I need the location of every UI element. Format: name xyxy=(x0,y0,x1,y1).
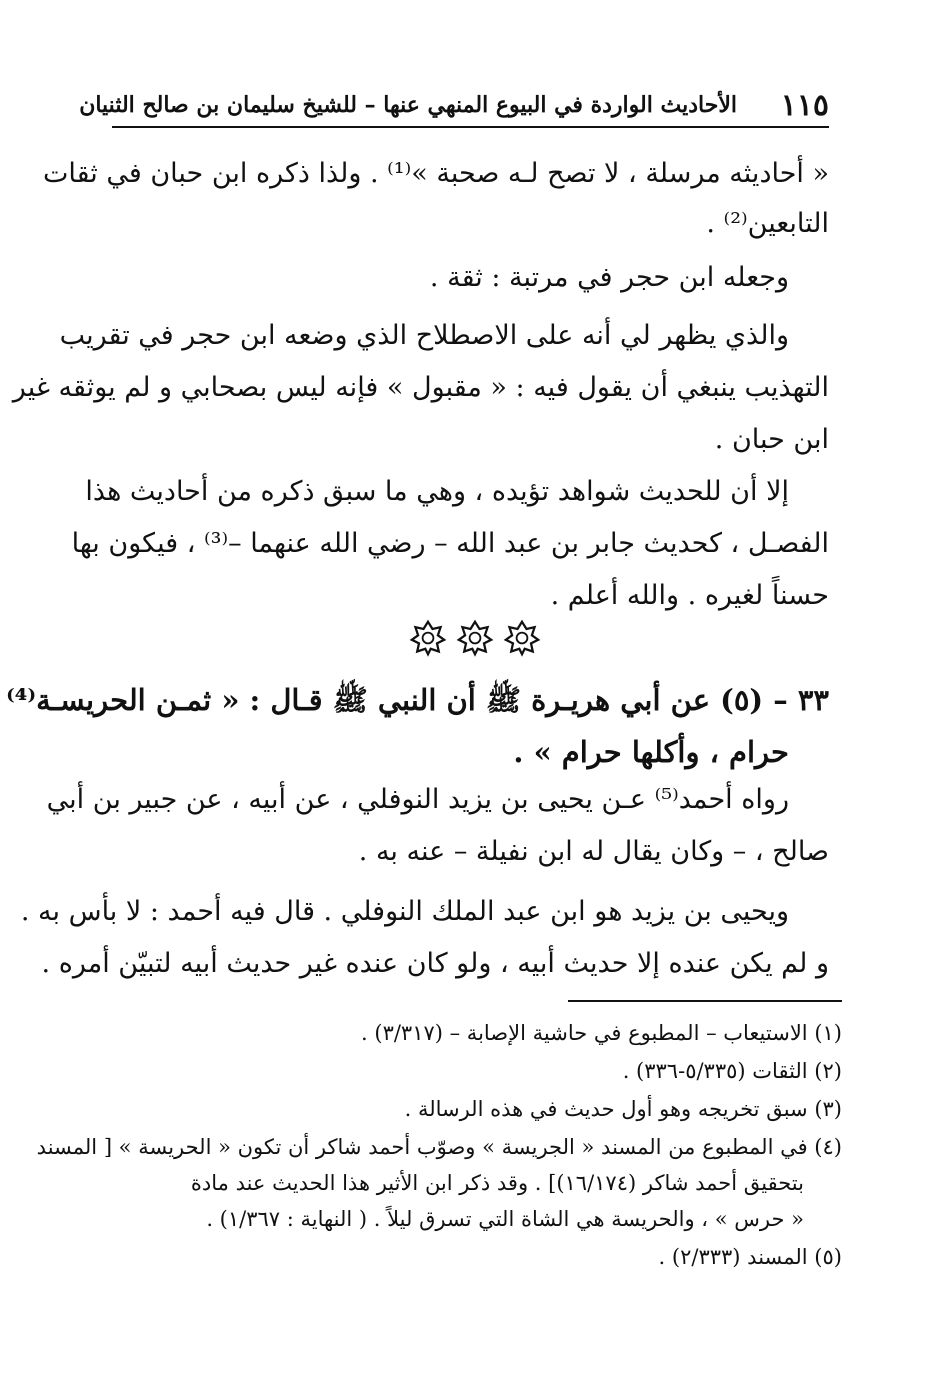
footnote-continuation: بتحقيق أحمد شاكر (١٦/١٧٤)] . وقد ذكر ابن الأثير هذا الحديث عند مادة xyxy=(190,1171,804,1195)
text-line: « أحاديثه مرسلة ، لا تصح لـه صحبة »⁽¹⁾ . ولذا ذكره ابن حبان في ثقات xyxy=(42,158,829,189)
text-line: ابن حبان . xyxy=(714,424,829,455)
star-ornament-icon xyxy=(457,620,493,656)
footnote-separator xyxy=(568,1000,842,1002)
text-line: حسناً لغيره . والله أعلم . xyxy=(550,580,829,611)
text-line: والذي يظهر لي أنه على الاصطلاح الذي وضعه ابن حجر في تقريب xyxy=(59,320,789,351)
text-line: صالح ، – وكان يقال له ابن نفيلة – عنه به . xyxy=(358,836,829,867)
heading-line: حرام ، وأكلها حرام » . xyxy=(513,735,789,769)
page-header xyxy=(79,86,829,128)
heading-line: ٣٣ – (٥) عن أبي هريـرة ﷺ أن النبي ﷺ قـال : « ثمـن الحريسـة⁽⁴⁾ xyxy=(6,683,829,717)
running-title: الأحاديث الواردة في البيوع المنهي عنها – للشيخ سليمان بن صالح الثنيان xyxy=(79,92,737,118)
star-ornament-icon xyxy=(410,620,446,656)
text-line: إلا أن للحديث شواهد تؤيده ، وهي ما سبق ذكره من أحاديث هذا xyxy=(85,476,789,507)
footnote-continuation: « حرس » ، والحريسة هي الشاة التي تسرق ليلاً . ( النهاية : ١/٣٦٧) . xyxy=(206,1207,804,1231)
footnote: (١) الاستيعاب – المطبوع في حاشية الإصابة – (٣/٣١٧) . xyxy=(361,1021,842,1045)
text-line: و لم يكن عنده إلا حديث أبيه ، ولو كان عنده غير حديث أبيه لتبيّن أمره . xyxy=(41,948,829,979)
star-ornament-icon xyxy=(504,620,540,656)
footnote: (٣) سبق تخريجه وهو أول حديث في هذه الرسالة . xyxy=(404,1097,842,1121)
text-line: التابعين⁽²⁾ . xyxy=(706,208,829,239)
text-line: التهذيب ينبغي أن يقول فيه : « مقبول » فإنه ليس بصحابي و لم يوثقه غير xyxy=(12,372,829,403)
text-line: الفصـل ، كحديث جابر بن عبد الله – رضي الله عنهما –⁽³⁾ ، فيكون بها xyxy=(71,528,829,559)
text-line: وجعله ابن حجر في مرتبة : ثقة . xyxy=(429,262,789,293)
footnote: (٢) الثقات (٥/٣٣٥-٣٣٦) . xyxy=(622,1059,842,1083)
text-line: رواه أحمد⁽⁵⁾ عـن يحيى بن يزيد النوفلي ، عن أبيه ، عن جبير بن أبي xyxy=(46,784,789,815)
page-number: ١١٥ xyxy=(780,88,829,123)
section-divider xyxy=(410,620,540,660)
footnote: (٥) المسند (٢/٣٣٣) . xyxy=(658,1245,842,1269)
footnote: (٤) في المطبوع من المسند « الجريسة » وصوّب أحمد شاكر أن تكون « الحريسة » [ المسند xyxy=(36,1135,842,1159)
text-line: ويحيى بن يزيد هو ابن عبد الملك النوفلي . قال فيه أحمد : لا بأس به . xyxy=(20,896,789,927)
